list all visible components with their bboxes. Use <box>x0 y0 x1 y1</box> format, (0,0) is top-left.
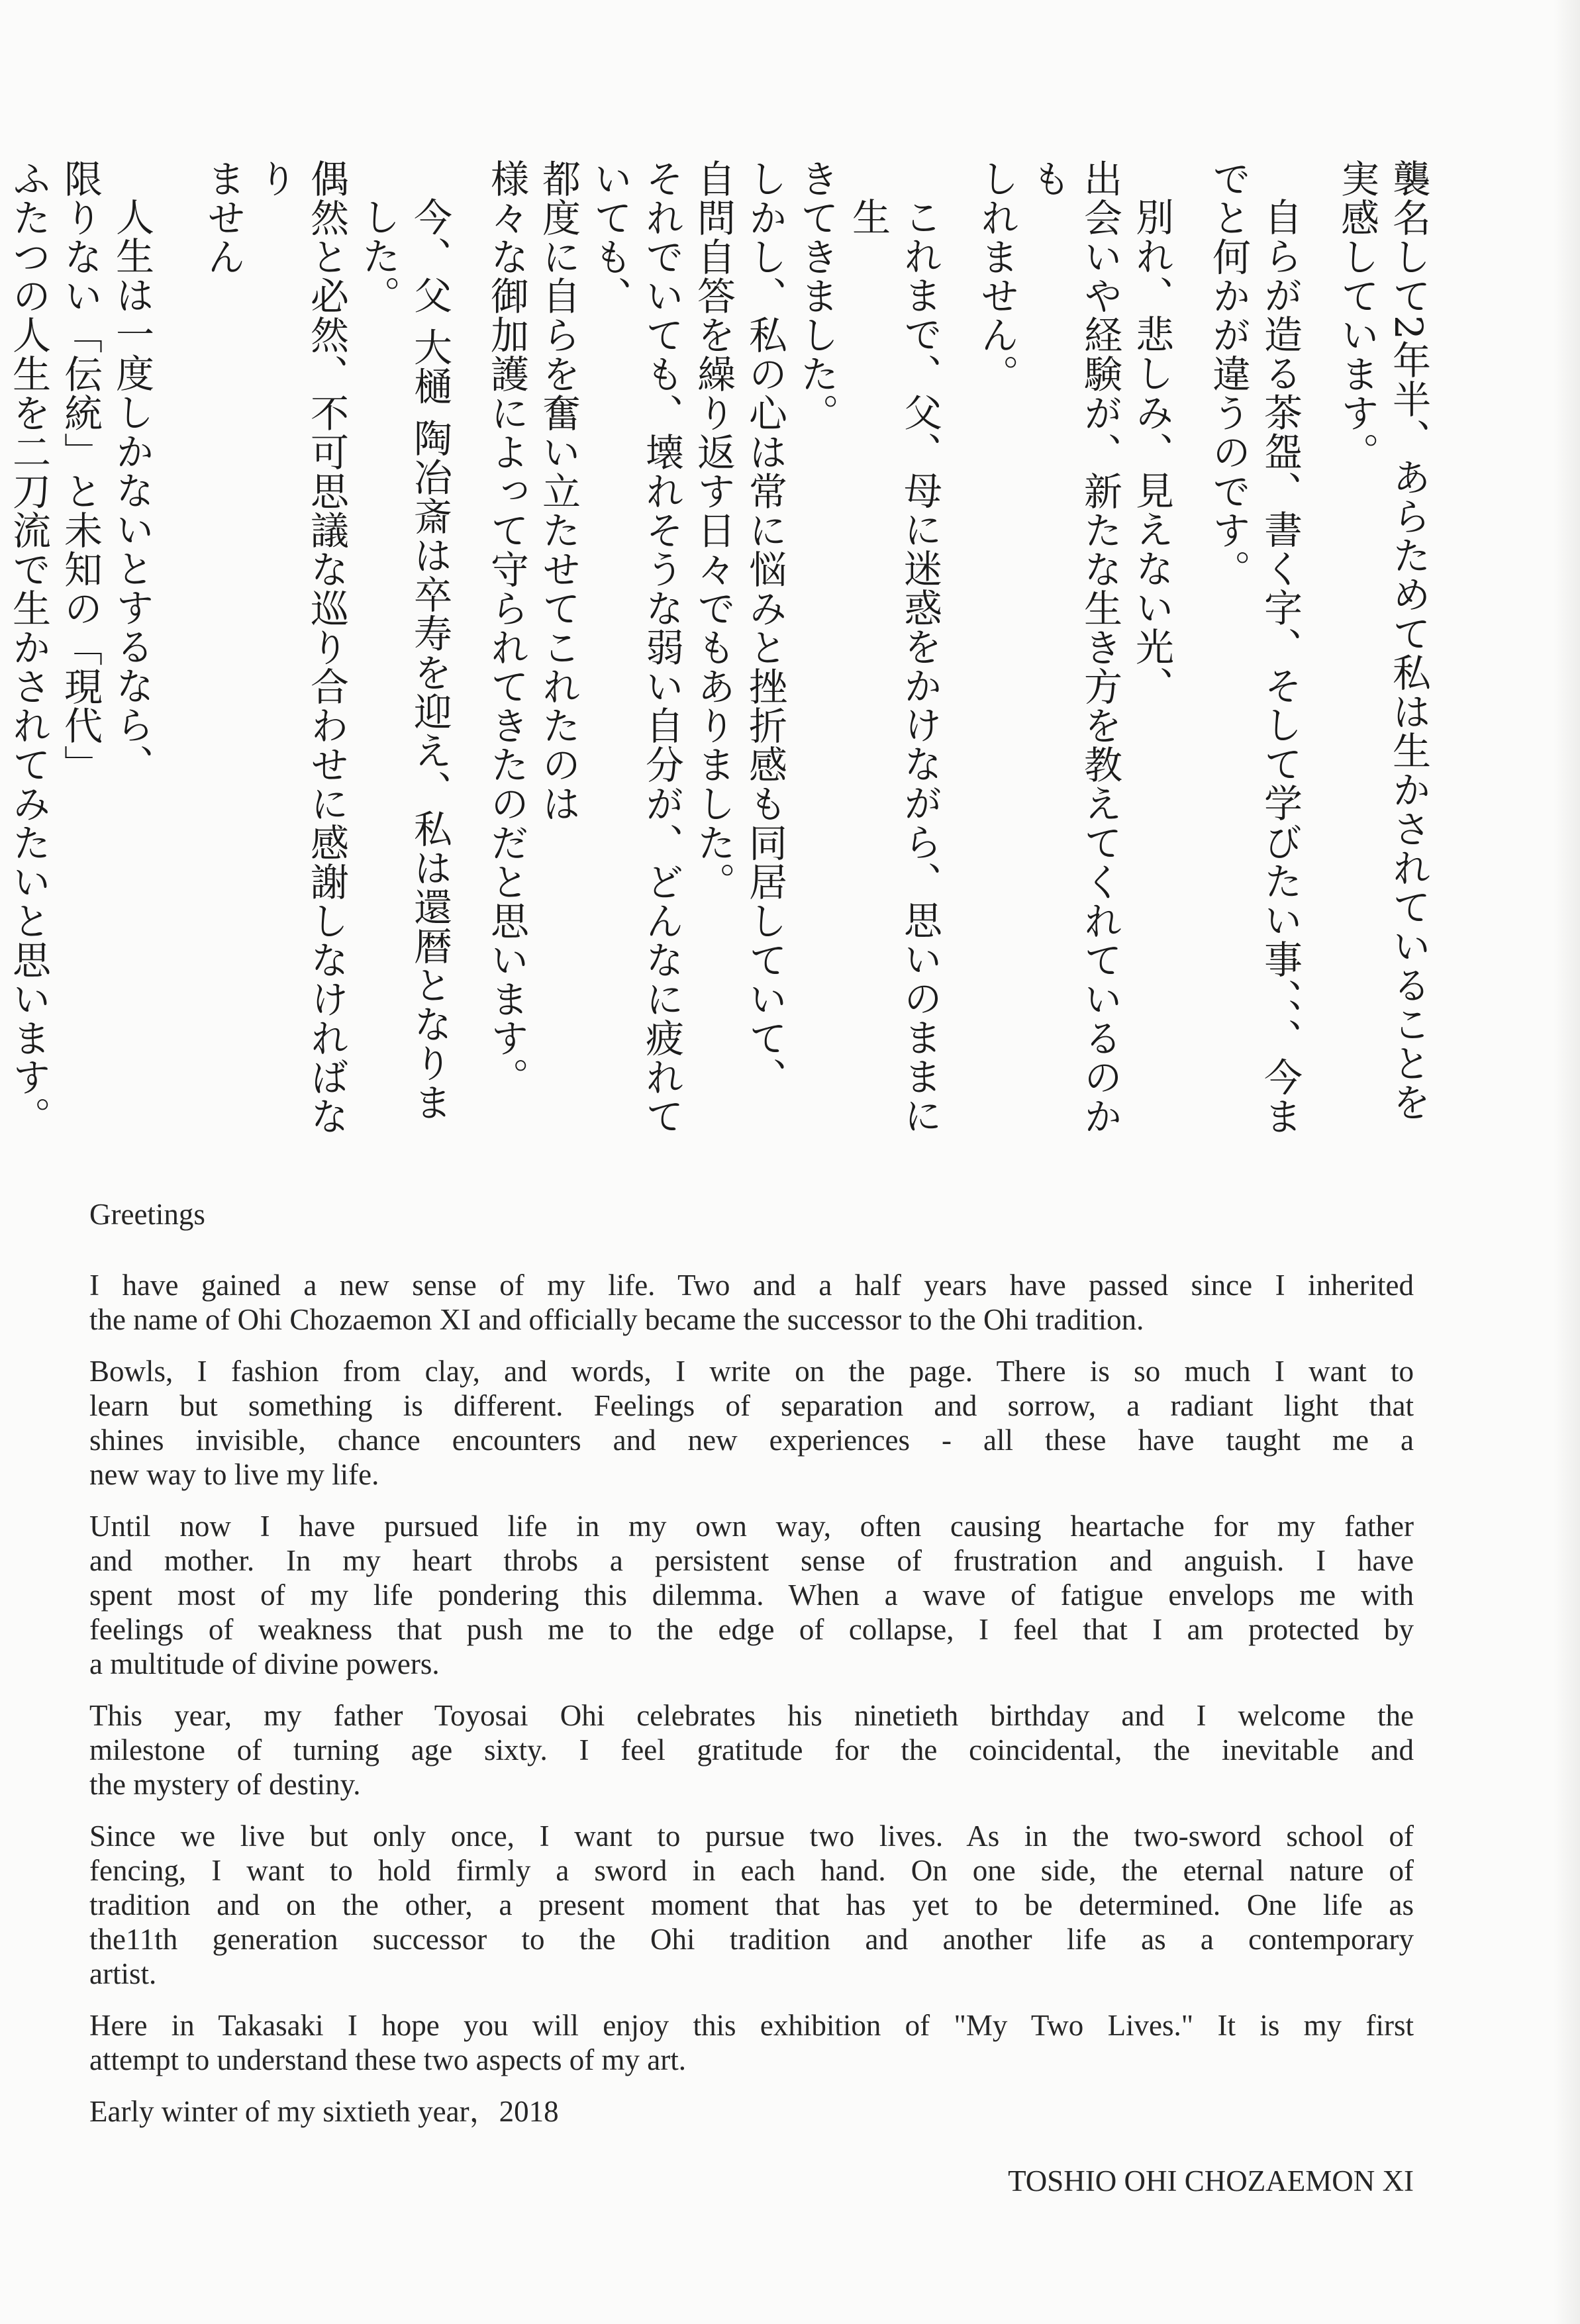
jp-paragraph-4 <box>481 159 946 1152</box>
en-line: the mystery of destiny. <box>89 1768 361 1801</box>
jp-paragraph-6 <box>0 159 158 1152</box>
en-date: Early winter of my sixtieth year，2018 <box>89 2095 559 2128</box>
en-line: learn but something is different. Feelings of separation and sorrow, a radiant light that <box>89 1389 1414 1422</box>
jp-line: 都度に自らを奮い立たせてこれたのは <box>536 159 581 823</box>
jp-line: 別れ、悲しみ、見えない光、 <box>1129 197 1174 705</box>
en-paragraph-6 <box>89 2008 1414 2077</box>
en-line: This year, my father Toyosai Ohi celebrates his ninetieth birthday and I welcome the <box>89 1699 1414 1732</box>
jp-line: しれません。 <box>974 159 1019 393</box>
en-line: fencing, I want to hold firmly a sword in each hand. On one side, the eternal nature of <box>89 1854 1414 1887</box>
en-line: new way to live my life. <box>89 1458 379 1491</box>
jp-line: 人生は一度しかないとするなら、 <box>109 197 154 783</box>
jp-paragraph-3 <box>971 159 1177 1152</box>
english-greeting <box>89 1197 1414 2198</box>
en-line: a multitude of divine powers. <box>89 1647 440 1680</box>
en-signature: TOSHIO OHI CHOZAEMON XI <box>1008 2164 1414 2198</box>
en-line: I have gained a new sense of my life. Two and a half years have passed since I inherited <box>89 1269 1414 1302</box>
en-line: the name of Ohi Chozaemon XI and officially became the successor to the Ohi tradition. <box>89 1303 1144 1336</box>
jp-line: ません <box>201 159 246 276</box>
jp-line: 実感しています。 <box>1334 159 1379 471</box>
jp-line: 限りない「伝統」と未知の「現代」 <box>58 159 103 784</box>
en-line: attempt to understand these two aspects of my art. <box>89 2043 687 2076</box>
japanese-greeting <box>0 159 1434 1152</box>
greetings-heading: Greetings <box>89 1198 205 1231</box>
jp-line: それでいても、壊れそうな弱い自分が、どんなに疲れていても、 <box>587 159 684 1136</box>
jp-line: 様々な御加護によって守られてきたのだと思います。 <box>484 159 529 1096</box>
en-line: Since we live but only once, I want to pursue two lives. As in the two-sword school of <box>89 1819 1414 1853</box>
en-paragraph-2 <box>89 1354 1414 1492</box>
en-line: the11th generation successor to the Ohi tradition and another life as a contemporary <box>89 1923 1414 1956</box>
en-line: Here in Takasaki I hope you will enjoy this exhibition of "My Two Lives." It is my first <box>89 2009 1414 2042</box>
en-paragraph-5 <box>89 1819 1414 1991</box>
en-paragraph-1 <box>89 1268 1414 1337</box>
jp-line: 偶然と必然、不可思議な巡り合わせに感謝しなければなり <box>252 159 349 1136</box>
en-line: tradition and on the other, a present moment that has yet to be determined. One life as <box>89 1888 1414 1921</box>
jp-line: 今、父 大樋 陶冶斎は卒寿を迎え、私は還暦となりました。 <box>356 197 452 1122</box>
jp-line: 自らが造る茶盌、書く字、そして学びたい事、、、今ま <box>1258 197 1303 1136</box>
en-line: Bowls, I fashion from clay, and words, I write on the page. There is so much I want to <box>89 1355 1414 1388</box>
jp-line: ふたつの人生を二刀流で生かされてみたいと思います。 <box>6 159 51 1136</box>
en-paragraph-4 <box>89 1698 1414 1802</box>
en-line: milestone of turning age sixty. I feel gratitude for the coincidental, the inevitable and <box>89 1733 1414 1767</box>
en-paragraph-3 <box>89 1509 1414 1681</box>
jp-line: これまで、父、母に迷惑をかけながら、思いのままに生 <box>846 197 942 1135</box>
jp-paragraph-5 <box>197 159 456 1152</box>
en-line: and mother. In my heart throbs a persistent sense of frustration and anguish. I have <box>89 1544 1414 1577</box>
page-edge <box>1554 0 1580 2324</box>
en-line: artist. <box>89 1957 157 1990</box>
jp-line: 襲名して2年半、あらためて私は生かされていることを <box>1386 159 1431 1122</box>
jp-paragraph-1 <box>1331 159 1434 1152</box>
en-line: Until now I have pursued life in my own way, often causing heartache for my father <box>89 1510 1414 1543</box>
jp-line: 自問自答を繰り返す日々でもありました。 <box>691 159 736 901</box>
en-line: spent most of my life pondering this dilemma. When a wave of fatigue envelops me with <box>89 1578 1414 1612</box>
jp-line <box>0 159 3 1152</box>
jp-line: しかし、私の心は常に悩みと挫折感も同居していて、 <box>742 159 787 1096</box>
en-line: feelings of weakness that push me to the edge of collapse, I feel that I am protected by <box>89 1613 1414 1646</box>
jp-line: でと何かが違うのです。 <box>1206 159 1251 589</box>
jp-line: きてきました。 <box>794 159 839 432</box>
en-line: shines invisible, chance encounters and new experiences - all these have taught me a <box>89 1424 1414 1457</box>
jp-paragraph-2 <box>1203 159 1306 1152</box>
jp-line: 出会いや経験が、新たな生き方を教えてくれているのかも <box>1026 159 1122 1136</box>
